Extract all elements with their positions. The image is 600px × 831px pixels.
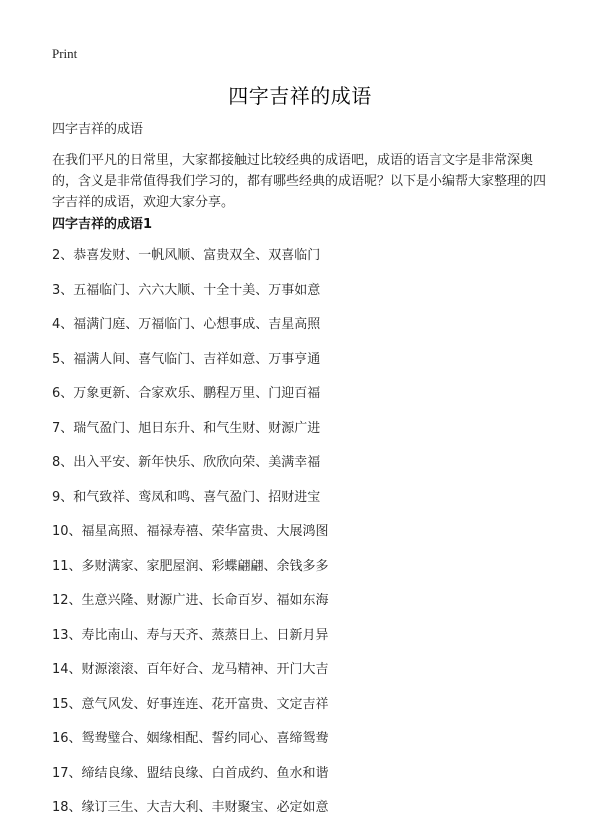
page-title: 四字吉祥的成语: [228, 84, 372, 108]
idiom-list-item: 15、意气风发、好事连连、花开富贵、文定吉祥: [52, 696, 329, 712]
idiom-list-item: 3、五福临门、六六大顺、十全十美、万事如意: [52, 282, 321, 298]
idiom-list-item: 9、和气致祥、鸾凤和鸣、喜气盈门、招财进宝: [52, 489, 321, 505]
idiom-list-item: 6、万象更新、合家欢乐、鹏程万里、门迎百福: [52, 386, 321, 401]
idiom-list-item: 13、寿比南山、寿与天齐、蒸蒸日上、日新月异: [52, 627, 329, 643]
idiom-list-item: 4、福满门庭、万福临门、心想事成、吉星高照: [52, 317, 321, 332]
idiom-list-item: 11、多财满家、家肥屋润、彩蝶翩翩、余钱多多: [52, 558, 329, 574]
idiom-list-item: 7、瑞气盈门、旭日东升、和气生财、财源广进: [52, 420, 321, 436]
article-subtitle: 四字吉祥的成语: [52, 122, 144, 137]
idiom-list-item: 12、生意兴隆、财源广进、长命百岁、福如东海: [52, 593, 329, 608]
idiom-list-item: 2、恭喜发财、一帆风顺、富贵双全、双喜临门: [52, 248, 321, 263]
idiom-list-item: 16、鸳鸯璧合、姻缘相配、誓约同心、喜缔鸳鸯: [52, 731, 329, 746]
idiom-list-item: 14、财源滚滚、百年好合、龙马精神、开门大吉: [52, 662, 329, 677]
idiom-list: [52, 244, 329, 831]
idiom-list-item: 18、缘订三生、大吉大利、丰财聚宝、必定如意: [52, 800, 329, 815]
idiom-list-item: 17、缔结良缘、盟结良缘、白首成约、鱼水和谐: [52, 765, 329, 781]
idiom-list-item: 5、福满人间、喜气临门、吉祥如意、万事亨通: [52, 351, 321, 367]
idiom-list-item: 10、福星高照、福禄寿禧、荣华富贵、大展鸿图: [52, 524, 329, 539]
intro-paragraph: 在我们平凡的日常里，大家都接触过比较经典的成语吧，成语的语言文字是非常深奥的，含义是非常值得我们学习的，都有哪些经典的成语呢？以下是小编帮大家整理的四字吉祥的成语，欢迎大家分享。: [52, 153, 547, 210]
idiom-list-item: 8、出入平安、新年快乐、欣欣向荣、美满幸福: [52, 455, 321, 470]
print-link[interactable]: Print: [52, 46, 78, 61]
section-heading: 四字吉祥的成语1: [52, 217, 153, 232]
